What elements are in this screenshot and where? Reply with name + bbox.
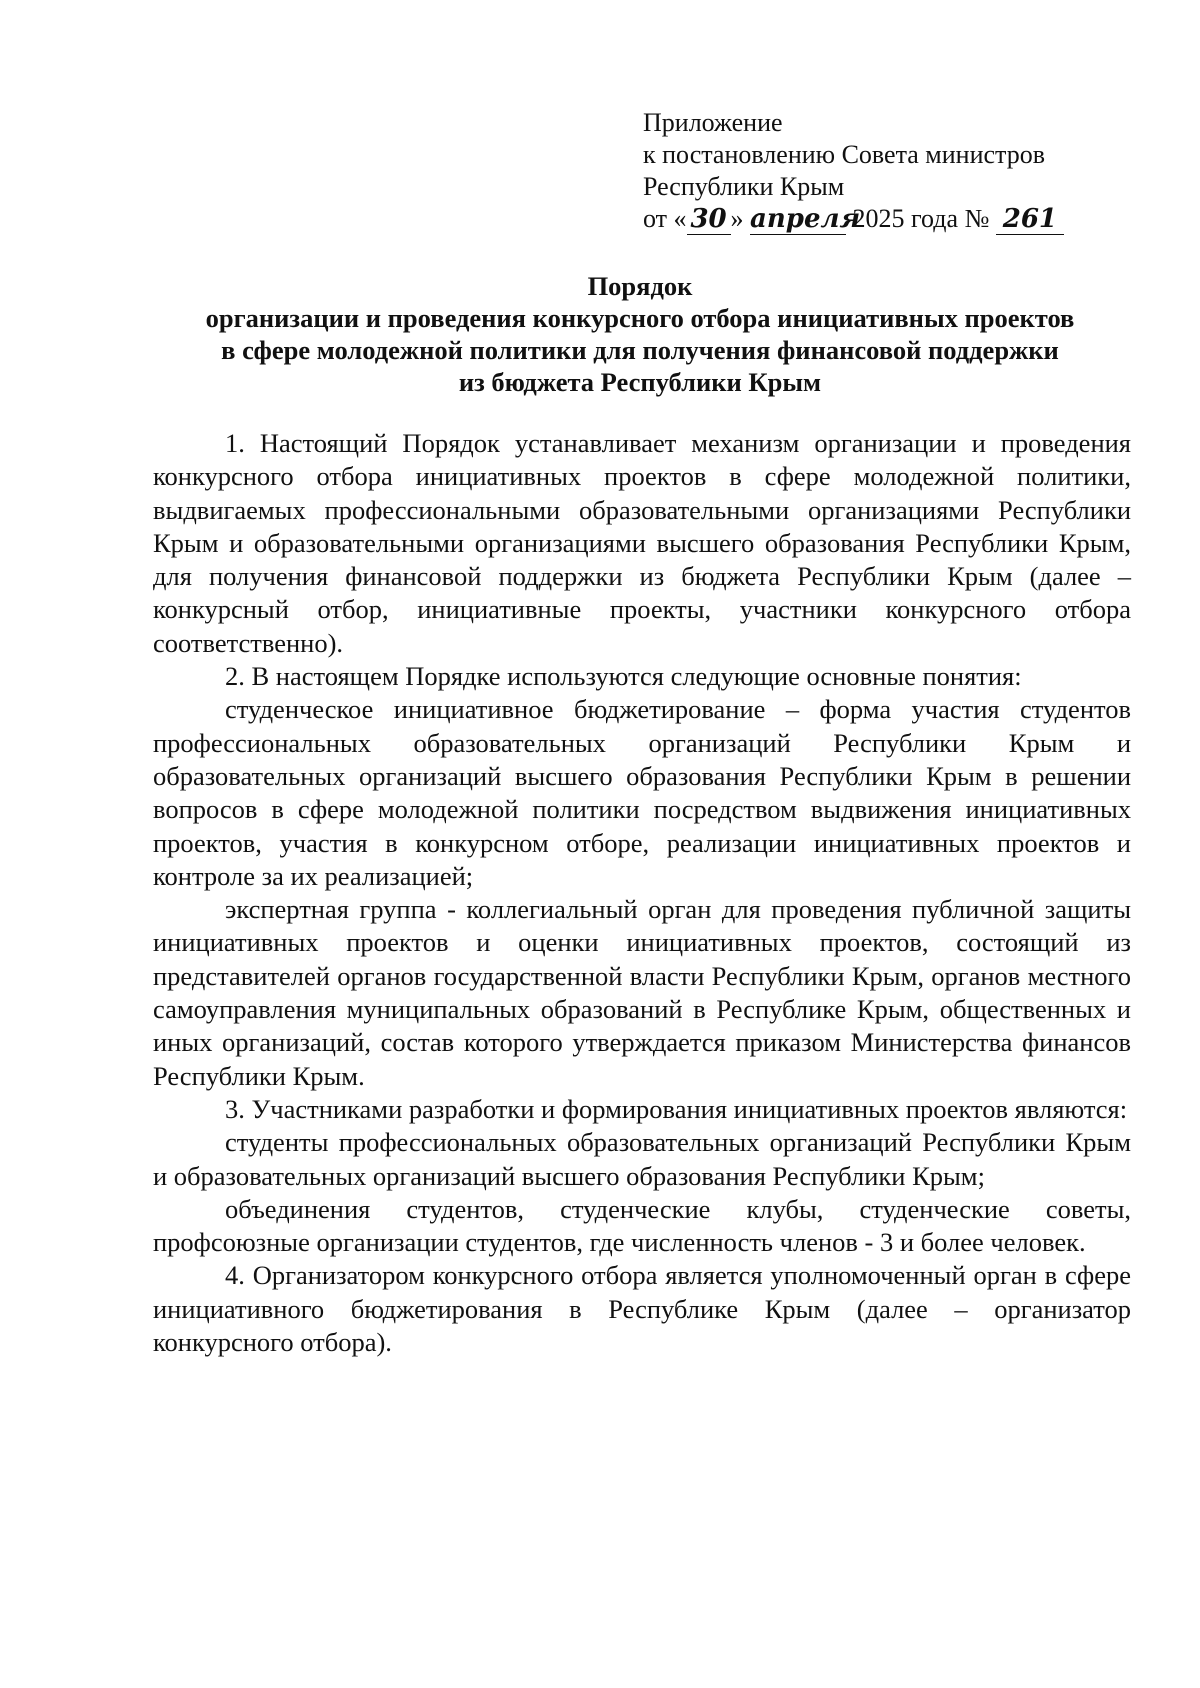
handwritten-day: 30	[687, 204, 731, 235]
paragraph-1: 1. Настоящий Порядок устанавливает механизм организации и проведения конкурсного отбора инициативных проектов в сфере молодежной политики, выдвигаемых профессиональными образовательными организациями Республики Крым и образовательными организациями высшего образования Республики Крым, для получения финансовой поддержки из бюджета Республики Крым (далее – конкурсный отбор, инициативные проекты, участники конкурсного отбора соответственно).	[153, 428, 1131, 658]
handwritten-number: 261	[996, 204, 1064, 235]
paragraph-2: 2. В настоящем Порядке используются следующие основные понятия:	[225, 661, 1022, 692]
appendix-line-1: Приложение	[643, 108, 783, 137]
title-line-3: в сфере молодежной политики для получения финансовой поддержки	[221, 335, 1059, 365]
paragraph-4: экспертная группа - коллегиальный орган для проведения публичной защиты инициативных проектов и оценки инициативных проектов, состоящий из представителей органов государственной власти Республики Крым, органов местного самоуправления муниципальных образований в Республике Крым, общественных и иных организаций, состав которого утверждается приказом Министерства финансов Республики Крым.	[153, 894, 1131, 1091]
handwritten-month: апреля	[750, 204, 861, 234]
appendix-line-2: к постановлению Совета министров	[643, 140, 1045, 169]
paragraph-8: 4. Организатором конкурсного отбора является уполномоченный орган в сфере инициативного бюджетирования в Республике Крым (далее – организатор конкурсного отбора).	[153, 1260, 1131, 1358]
paragraph-6: студенты профессиональных образовательных организаций Республики Крым и образовательных организаций высшего образования Республики Крым;	[153, 1127, 1131, 1191]
appendix-line-3: Республики Крым	[643, 172, 845, 201]
paragraph-5: 3. Участниками разработки и формирования инициативных проектов являются:	[225, 1093, 1128, 1124]
title-line-2: организации и проведения конкурсного отбора инициативных проектов	[205, 303, 1075, 333]
year-text: 2025 года №	[846, 204, 996, 233]
appendix-block	[643, 107, 1064, 235]
paragraph-7: объединения студентов, студенческие клубы, студенческие советы, профсоюзные организации студентов, где численность членов - 3 и более человек.	[153, 1193, 1131, 1258]
appendix-date-line	[643, 203, 1064, 235]
title-line-4: из бюджета Республики Крым	[458, 367, 822, 397]
date-prefix: от «	[643, 204, 687, 233]
document-body	[153, 427, 1131, 1359]
paragraph-3: студенческое инициативное бюджетирование – форма участия студентов профессиональных образовательных организаций Республики Крым и образовательных организаций высшего образования Республики Крым в решении вопросов в сфере молодежной политики посредством выдвижения инициативных проектов, участия в конкурсном отборе, реализации инициативных проектов и контроле за их реализацией;	[153, 694, 1131, 891]
date-mid: »	[730, 204, 751, 233]
title-line-1: Порядок	[587, 271, 693, 301]
document-title	[120, 270, 1160, 398]
